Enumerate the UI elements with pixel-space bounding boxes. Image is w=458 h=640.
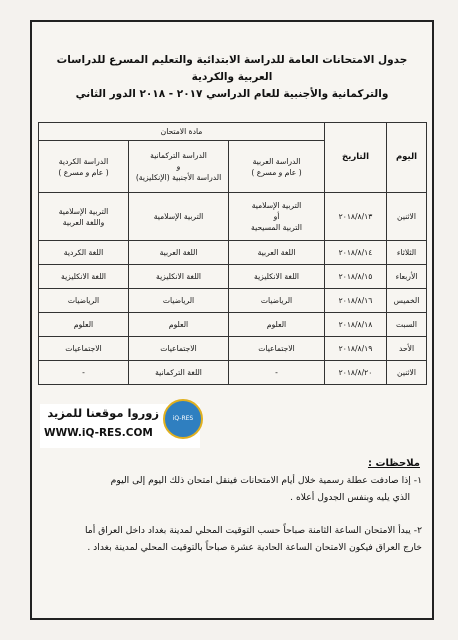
cell-turkmen: اللغة الانكليزية xyxy=(129,265,229,289)
cell-arabic: اللغة العربية xyxy=(229,241,325,265)
table-row xyxy=(39,361,427,385)
header-subject: مادة الامتحان xyxy=(39,123,325,141)
title-line-2: والتركمانية والأجنبية للعام الدراسي ٢٠١٧ - ٢٠١٨ الدور الثاني xyxy=(75,88,389,100)
table-row xyxy=(39,265,427,289)
cell-arabic: التربية الإسلامية أو التربية المسيحية xyxy=(229,193,325,241)
note-2: ٢- يبدأ الامتحان الساعة الثامنة صباحاً حسب التوقيت المحلي لمدينة بغداد داخل العراق أما خارج العراق فيكون الامتحان الساعة الحادية عشرة صباحاً بالتوقيت المحلي لمدينة بغداد . xyxy=(84,525,422,553)
header-date: التاريخ xyxy=(325,123,387,193)
cell-day: الخميس xyxy=(387,289,427,313)
header-day: اليوم xyxy=(387,123,427,193)
table-row xyxy=(39,289,427,313)
cell-kurdish: الرياضيات xyxy=(39,289,129,313)
cell-date: ٢٠١٨/٨/١٩ xyxy=(325,337,387,361)
table-row xyxy=(39,193,427,241)
watermark-logo-icon: iQ-RES xyxy=(163,399,203,439)
exam-schedule-table xyxy=(38,122,427,385)
cell-turkmen: اللغة العربية xyxy=(129,241,229,265)
cell-kurdish: التربية الإسلامية واللغة العربية xyxy=(39,193,129,241)
cell-turkmen: العلوم xyxy=(129,313,229,337)
cell-arabic: اللغة الانكليزية xyxy=(229,265,325,289)
header-arabic: الدراسة العربية ( عام و مسرع ) xyxy=(229,141,325,193)
cell-arabic: العلوم xyxy=(229,313,325,337)
header-kurdish: الدراسة الكردية ( عام و مسرع ) xyxy=(39,141,129,193)
cell-day: الاثنين xyxy=(387,361,427,385)
cell-date: ٢٠١٨/٨/١٣ xyxy=(325,193,387,241)
cell-kurdish: - xyxy=(39,361,129,385)
watermark-text-arabic: زوروا موقعنا للمزيد xyxy=(47,406,159,420)
cell-day: السبت xyxy=(387,313,427,337)
watermark-url[interactable]: WWW.iQ-RES.COM xyxy=(44,427,153,439)
header-turkmen-foreign: الدراسة التركمانية و الدراسة الأجنبية (الإنكليزية) xyxy=(129,141,229,193)
note-1: ١- إذا صادفت عطلة رسمية خلال أيام الامتحانات فينقل امتحان ذلك اليوم إلى اليوم الذي يليه وبنفس الجدول أعلاه . xyxy=(110,475,422,503)
table-row xyxy=(39,313,427,337)
cell-turkmen: التربية الإسلامية xyxy=(129,193,229,241)
cell-kurdish: العلوم xyxy=(39,313,129,337)
cell-kurdish: اللغة الانكليزية xyxy=(39,265,129,289)
cell-date: ٢٠١٨/٨/١٨ xyxy=(325,313,387,337)
cell-day: الأحد xyxy=(387,337,427,361)
title-line-1: جدول الامتحانات العامة للدراسة الابتدائية والتعليم المسرع للدراسات العربية والكردية xyxy=(56,54,408,83)
cell-day: الثلاثاء xyxy=(387,241,427,265)
cell-turkmen: اللغة التركمانية xyxy=(129,361,229,385)
cell-date: ٢٠١٨/٨/١٦ xyxy=(325,289,387,313)
notes-heading: ملاحظات : xyxy=(367,458,420,469)
cell-kurdish: اللغة الكردية xyxy=(39,241,129,265)
cell-arabic: - xyxy=(229,361,325,385)
cell-kurdish: الاجتماعيات xyxy=(39,337,129,361)
table-row xyxy=(39,241,427,265)
cell-day: الاثنين xyxy=(387,193,427,241)
cell-date: ٢٠١٨/٨/٢٠ xyxy=(325,361,387,385)
cell-turkmen: الرياضيات xyxy=(129,289,229,313)
document-title xyxy=(38,52,426,103)
cell-day: الأربعاء xyxy=(387,265,427,289)
cell-date: ٢٠١٨/٨/١٥ xyxy=(325,265,387,289)
cell-arabic: الرياضيات xyxy=(229,289,325,313)
cell-arabic: الاجتماعيات xyxy=(229,337,325,361)
table-row xyxy=(39,337,427,361)
cell-turkmen: الاجتماعيات xyxy=(129,337,229,361)
cell-date: ٢٠١٨/٨/١٤ xyxy=(325,241,387,265)
